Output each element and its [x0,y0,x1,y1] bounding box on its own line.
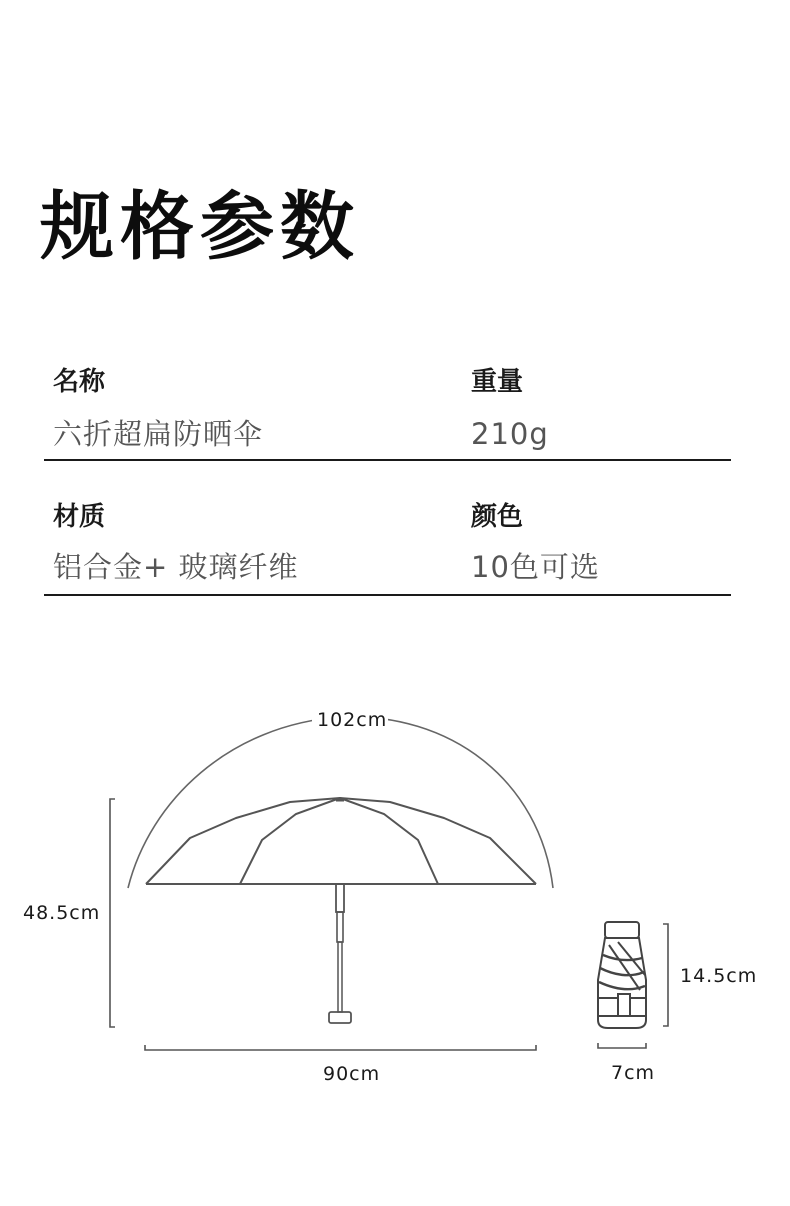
dim-folded-width: 7cm [611,1062,656,1084]
spec-value-color: 10色可选 [471,550,600,584]
dim-open-width: 90cm [323,1063,381,1085]
open-width-bracket [145,1045,536,1050]
spec-label-material: 材质 [53,502,106,532]
folded-height-bracket [663,924,668,1026]
spec-label-color: 颜色 [471,502,524,532]
spec-label-name: 名称 [53,367,106,397]
spec-value-name: 六折超扁防晒伞 [53,417,264,451]
folded-umbrella-icon [598,922,646,1028]
spec-value-material: 铝合金+ 玻璃纤维 [53,550,299,584]
dim-arc-length: 102cm [317,709,388,731]
folded-width-bracket [598,1043,646,1048]
open-umbrella-icon [128,717,553,1023]
spec-value-weight: 210g [471,417,549,451]
dim-open-height: 48.5cm [23,902,101,924]
page-title: 规格参数 [40,184,360,270]
spec-label-weight: 重量 [471,367,524,397]
open-height-bracket [110,799,115,1027]
dim-folded-height: 14.5cm [680,965,758,987]
